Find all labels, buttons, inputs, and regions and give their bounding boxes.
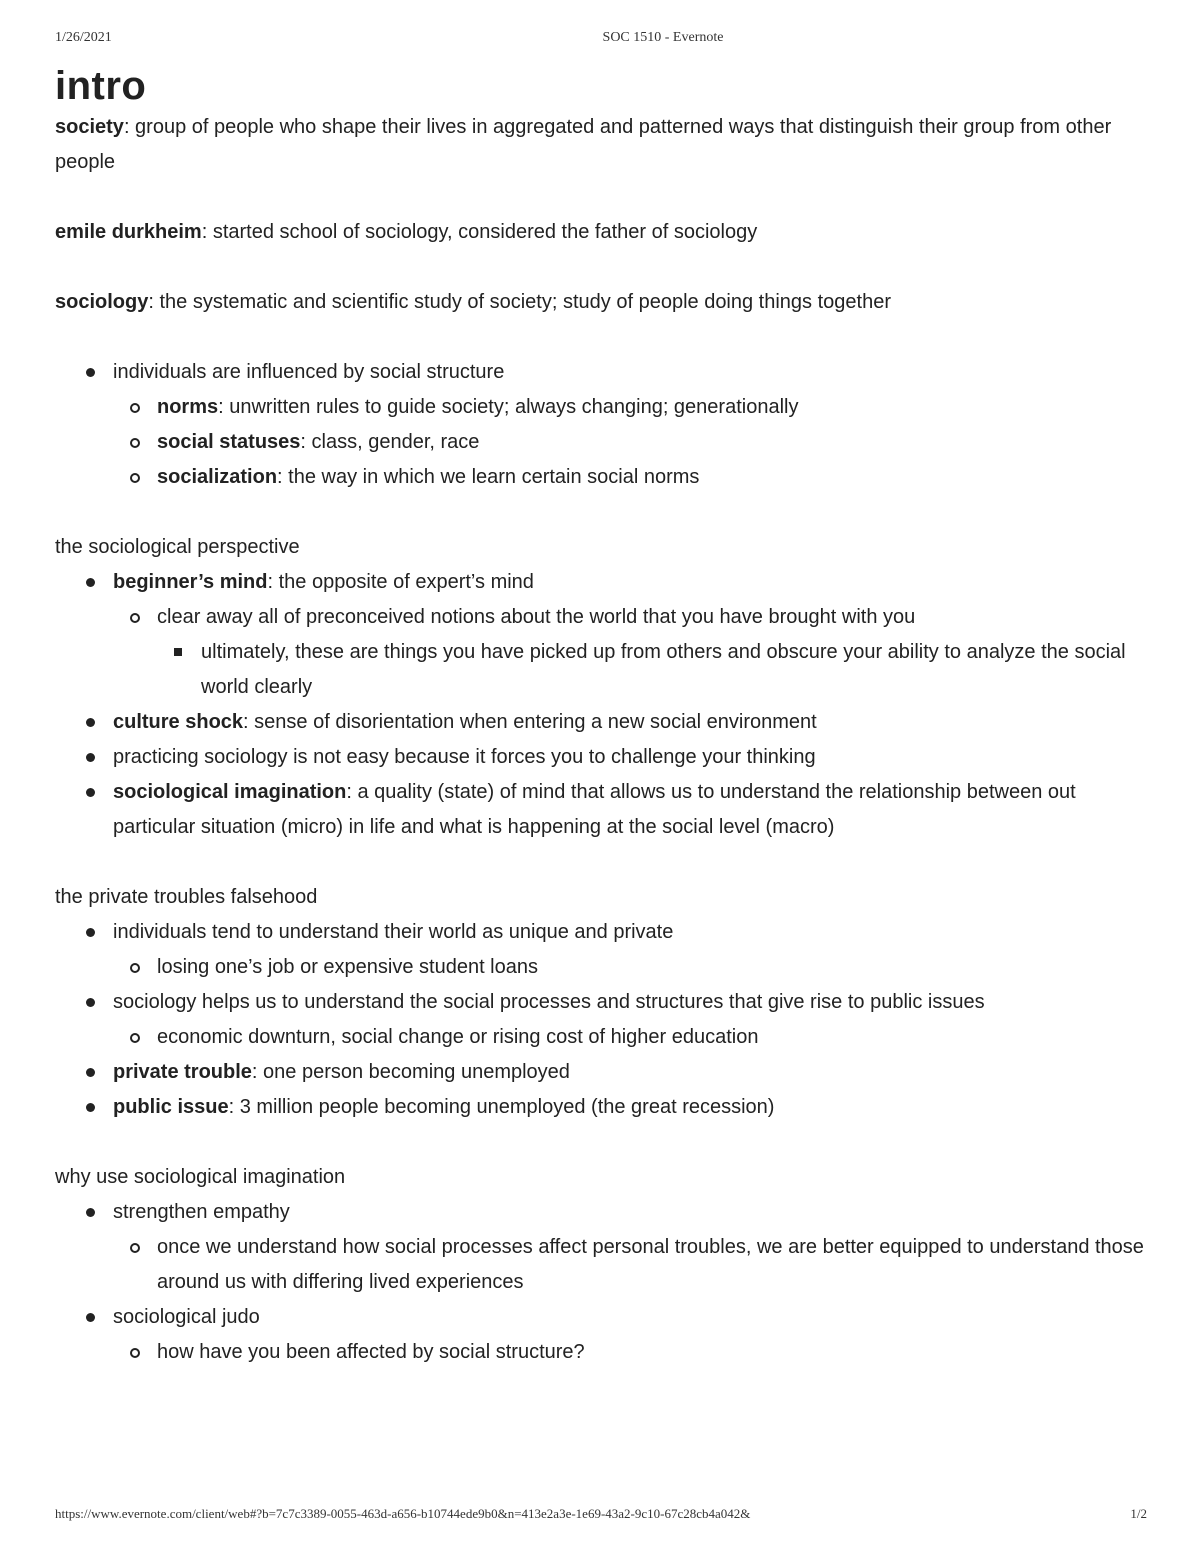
- filled-bullet-icon: [86, 998, 95, 1007]
- list-item: social statuses: class, gender, race: [113, 425, 1155, 460]
- hollow-bullet-icon: [130, 963, 140, 973]
- sociology-definition: sociology: the systematic and scientific study of society; study of people doing things together: [55, 291, 891, 313]
- list-item: losing one’s job or expensive student loans: [113, 950, 1155, 985]
- print-url: https://www.evernote.com/client/web#?b=7c7c3389-0055-463d-a656-b10744ede9b0&n=413e2a3e-1e69-43a2-9c10-67c28cb4a042&: [55, 1506, 751, 1521]
- durkheim-term: emile durkheim: [55, 221, 202, 243]
- list-item: economic downturn, social change or rising cost of higher education: [113, 1020, 1155, 1055]
- filled-bullet-icon: [86, 368, 95, 377]
- print-header: [0, 30, 1200, 50]
- list-item: sociological judo how have you been affected by social structure?: [55, 1300, 1155, 1370]
- list-item: how have you been affected by social structure?: [113, 1335, 1155, 1370]
- filled-bullet-icon: [86, 578, 95, 587]
- filled-bullet-icon: [86, 1313, 95, 1322]
- note-body: [55, 62, 1155, 1370]
- list-item: private trouble: one person becoming unemployed: [55, 1055, 1155, 1090]
- list-item: public issue: 3 million people becoming unemployed (the great recession): [55, 1090, 1155, 1125]
- sociology-list: [55, 355, 1155, 495]
- filled-bullet-icon: [86, 1068, 95, 1077]
- list-item: strengthen empathy once we understand how social processes affect personal troubles, we are better equipped to understand those around us with differing lived experiences: [55, 1195, 1155, 1300]
- hollow-bullet-icon: [130, 1348, 140, 1358]
- why-heading: why use sociological imagination: [55, 1166, 346, 1188]
- list-item: individuals tend to understand their world as unique and private losing one’s job or expensive student loans: [55, 915, 1155, 985]
- filled-bullet-icon: [86, 718, 95, 727]
- list-item: individuals are influenced by social structure norms: unwritten rules to guide society; always changing; generationally social statuses: class, gender, race socialization: the way in which we learn certain social norms: [55, 355, 1155, 495]
- list-item: sociological imagination: a quality (state) of mind that allows us to understand the relationship between out particular situation (micro) in life and what is happening at the social level (macro): [55, 775, 1155, 845]
- filled-bullet-icon: [86, 1208, 95, 1217]
- hollow-bullet-icon: [130, 1243, 140, 1253]
- troubles-list: [55, 915, 1155, 1125]
- print-footer: [0, 1506, 1200, 1526]
- print-title: SOC 1510 - Evernote: [602, 30, 724, 45]
- list-item: culture shock: sense of disorientation when entering a new social environment: [55, 705, 1155, 740]
- sociology-term: sociology: [55, 291, 149, 313]
- square-bullet-icon: [174, 648, 182, 656]
- page-number: 1/2: [1130, 1506, 1147, 1521]
- hollow-bullet-icon: [130, 1033, 140, 1043]
- hollow-bullet-icon: [130, 473, 140, 483]
- list-item: beginner’s mind: the opposite of expert’s mind clear away all of preconceived notions about the world that you have brought with you ultimately, these are things you have picked up from others and obscure your ability to analyze the social world clearly: [55, 565, 1155, 705]
- list-item: clear away all of preconceived notions about the world that you have brought with you ultimately, these are things you have picked up from others and obscure your ability to analyze the social world clearly: [113, 600, 1155, 705]
- filled-bullet-icon: [86, 753, 95, 762]
- perspective-heading: the sociological perspective: [55, 536, 300, 558]
- note-title: intro: [55, 64, 147, 108]
- list-item: practicing sociology is not easy because it forces you to challenge your thinking: [55, 740, 1155, 775]
- hollow-bullet-icon: [130, 403, 140, 413]
- hollow-bullet-icon: [130, 438, 140, 448]
- filled-bullet-icon: [86, 928, 95, 937]
- perspective-list: [55, 565, 1155, 845]
- society-term: society: [55, 116, 124, 138]
- troubles-heading: the private troubles falsehood: [55, 886, 318, 908]
- list-item: norms: unwritten rules to guide society; always changing; generationally: [113, 390, 1155, 425]
- filled-bullet-icon: [86, 1103, 95, 1112]
- durkheim-definition: emile durkheim: started school of sociology, considered the father of sociology: [55, 221, 758, 243]
- filled-bullet-icon: [86, 788, 95, 797]
- list-item: socialization: the way in which we learn certain social norms: [113, 460, 1155, 495]
- why-list: [55, 1195, 1155, 1370]
- list-item: sociology helps us to understand the social processes and structures that give rise to public issues economic downturn, social change or rising cost of higher education: [55, 985, 1155, 1055]
- list-item: once we understand how social processes affect personal troubles, we are better equipped to understand those around us with differing lived experiences: [113, 1230, 1155, 1300]
- society-definition: society: group of people who shape their lives in aggregated and patterned ways that distinguish their group from other people: [55, 116, 1112, 173]
- list-item: ultimately, these are things you have picked up from others and obscure your ability to analyze the social world clearly: [157, 635, 1155, 705]
- hollow-bullet-icon: [130, 613, 140, 623]
- print-date: 1/26/2021: [55, 30, 112, 45]
